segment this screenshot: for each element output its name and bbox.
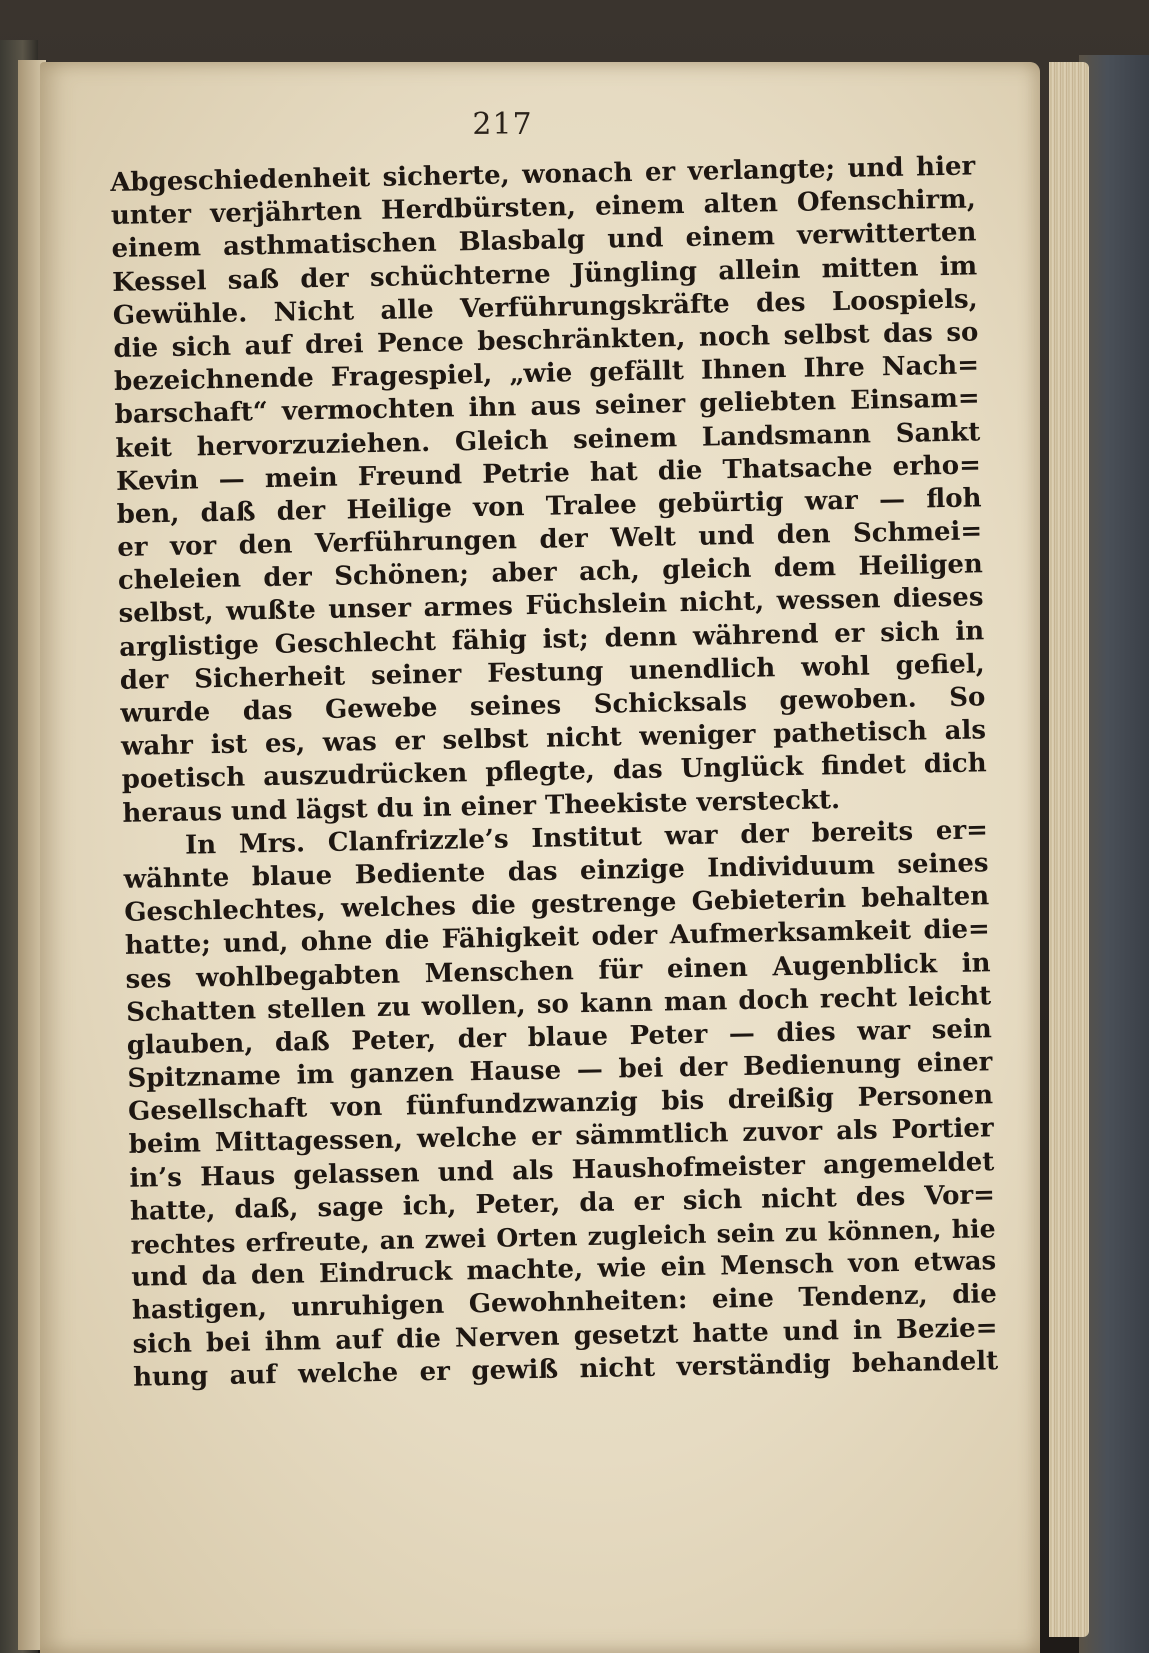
text-line: und da den Eindruck machte, wie ein Mensch von etwas — [131, 1246, 997, 1293]
text-line: cheleien der Schönen; aber ach, gleich dem Heiligen — [117, 549, 984, 597]
text-line: der Sicherheit seiner Festung unendlich wohl gefiel, — [119, 649, 985, 696]
text-line: er vor den Verführungen der Welt und den Schmei= — [117, 516, 983, 563]
text-line: wahr ist es, was er selbst nicht weniger pathetisch als — [120, 715, 987, 763]
page-stack-edges — [1049, 62, 1089, 1637]
text-line: Gesellschaft von fünfundzwanzig bis dreißig Personen — [127, 1080, 994, 1128]
text-line: bezeichnende Fragespiel, „wie gefällt Ihnen Ihre Nach= — [113, 350, 980, 398]
text-line: Spitzname im ganzen Hause — bei der Bedienung einer — [127, 1047, 993, 1094]
text-line: hatte, daß, sage ich, Peter, da er sich nicht des Vor= — [129, 1180, 996, 1227]
text-line: Kessel saß der schüchterne Jüngling allein mitten im — [111, 250, 978, 298]
text-line: unter verjährten Herdbürsten, einem alten Ofenschirm, — [110, 184, 977, 232]
text-line: ses wohlbegabten Menschen für einen Augenblick in — [125, 947, 991, 995]
text-line: hastigen, unruhigen Gewohnheiten: eine Tendenz, die — [131, 1279, 998, 1327]
text-line: wurde das Gewebe seines Schicksals gewoben. So — [120, 682, 986, 729]
book-page — [40, 62, 1040, 1653]
text-line: poetisch auszudrücken pflegte, das Unglück findet dich — [121, 748, 987, 796]
text-line: heraus und lägst du in einer Theekiste versteckt. — [122, 784, 841, 829]
text-line: Schatten stellen zu wollen, so kann man doch recht leicht — [125, 980, 992, 1028]
book-cover-right — [1079, 55, 1149, 1653]
text-line: rechtes erfreute, an zwei Orten zugleich sein zu können, hie — [130, 1213, 996, 1260]
text-line: die sich auf drei Pence beschränkten, noch selbst das so — [113, 317, 979, 364]
text-line: hatte; und, ohne die Fähigkeit oder Aufmerksamkeit die= — [124, 914, 991, 962]
text-line: Geschlechtes, welches die gestrenge Gebieterin behalten — [124, 881, 990, 928]
text-line: arglistige Geschlecht fähig ist; denn während er sich in — [118, 615, 985, 663]
text-line: wähnte blaue Bediente das einzige Individuum seines — [123, 848, 989, 895]
paragraph-start-line: In Mrs. Clanfrizzle’s Institut war der bereits er= — [184, 815, 989, 861]
text-line: sich bei ihm auf die Nerven gesetzt hatte und in Bezie= — [132, 1312, 998, 1360]
text-line: Abgeschiedenheit sicherte, wonach er verlangte; und hier — [110, 151, 976, 198]
text-line: beim Mittagessen, welche er sämmtlich zuvor als Portier — [128, 1113, 994, 1161]
text-line: in’s Haus gelassen und als Haushofmeister angemeldet — [129, 1146, 995, 1194]
text-line: glauben, daß Peter, der blaue Peter — dies war sein — [126, 1014, 993, 1061]
body-text — [110, 150, 998, 1394]
text-line: Kevin — mein Freund Petrie hat die Thatsache erho= — [115, 450, 982, 497]
text-line: barschaft“ vermochten ihn aus seiner geliebten Einsam= — [114, 383, 980, 431]
text-line: hung auf welche er gewiß nicht verständig behandelt — [132, 1345, 999, 1393]
text-line: selbst, wußte unser armes Füchslein nicht, wessen dieses — [118, 582, 984, 630]
text-line: einem asthmatischen Blasbalg und einem verwitterten — [111, 217, 977, 265]
text-line: Gewühle. Nicht alle Verführungskräfte des Loospiels, — [112, 284, 978, 331]
text-line: keit hervorzuziehen. Gleich seinem Landsmann Sankt — [115, 416, 981, 464]
page-number: 217 — [472, 107, 533, 142]
text-line: ben, daß der Heilige von Tralee gebürtig war — floh — [116, 483, 982, 530]
